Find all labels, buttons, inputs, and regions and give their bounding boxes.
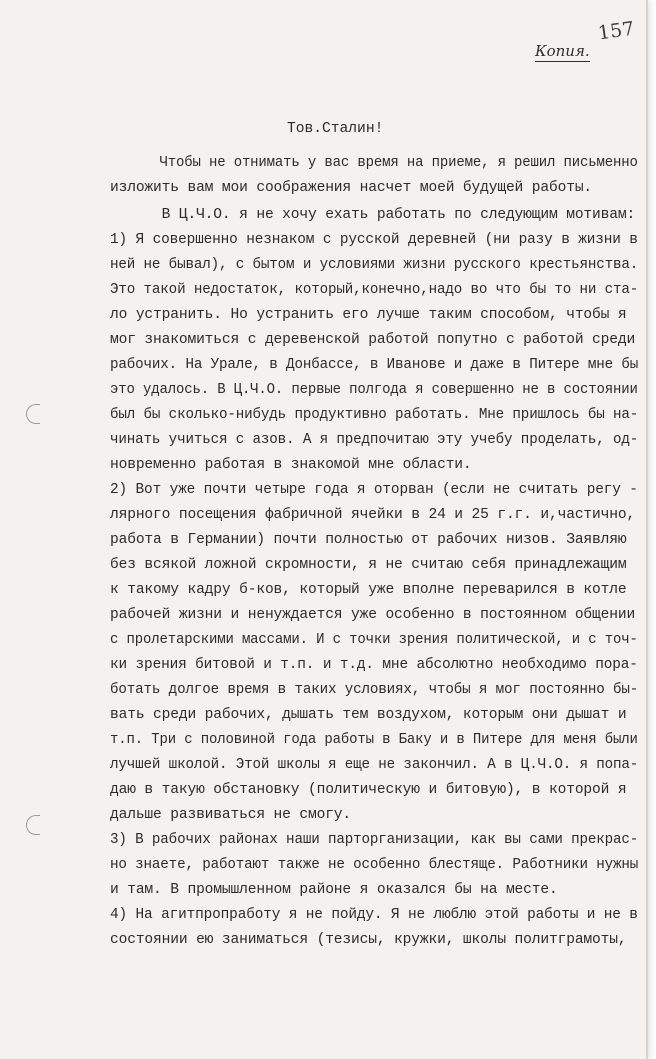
text-line: ботать долгое время в таких условиях, чтобы я мог постоянно бы-: [110, 682, 639, 698]
text-line: В Ц.Ч.О. я не хочу ехать работать по следующим мотивам:: [110, 207, 636, 223]
text-line: Чтобы не отнимать у вас время на приеме, я решил письменно: [110, 155, 638, 171]
punch-hole-mark: [26, 815, 40, 835]
text-line: 1) Я совершенно незнаком с русской деревней (ни разу в жизни в: [110, 232, 638, 248]
text-line: изложить вам мои соображения насчет моей будущей работы.: [110, 180, 593, 196]
text-line: это удалось. В Ц.Ч.О. первые полгода я совершенно не в состоянии: [110, 382, 638, 398]
text-line: 2) Вот уже почти четыре года я оторван (если не считать регу -: [110, 482, 638, 498]
punch-hole-mark: [26, 404, 40, 424]
text-line: Это такой недостаток, который,конечно,надо во что бы то ни ста-: [110, 282, 639, 298]
text-line: ней не бывал), с бытом и условиями жизни русского крестьянства.: [110, 257, 639, 273]
text-line: новременно работая в знакомой мне области.: [110, 457, 472, 473]
copy-mark: Копия.: [535, 42, 590, 60]
text-line: но знаете, работают также не особенно блестяще. Работники нужны: [110, 857, 639, 873]
text-line: с пролетарскими массами. И с точки зрения политической, и с точ-: [110, 632, 638, 648]
text-line: чинать учиться с азов. А я предпочитаю эту учебу проделать, од-: [110, 432, 639, 448]
text-line: мог знакомиться с деревенской работой попутно с работой среди: [110, 332, 636, 348]
text-line: без всякой ложной скромности, я не считаю себя принадлежащим: [110, 557, 627, 573]
text-line: 3) В рабочих районах наши парторганизации, как вы сами прекрас-: [110, 832, 639, 848]
text-line: лучшей школой. Этой школы я еще не закончил. А в Ц.Ч.О. я попа-: [110, 757, 639, 773]
text-line: 4) На агитпропработу я не пойду. Я не люблю этой работы и не в: [110, 907, 638, 923]
text-line: ло устранить. Но устранить его лучше таким способом, чтобы я: [110, 307, 627, 323]
text-line: рабочей жизни и ненуждается уже особенно в постоянном общении: [110, 607, 636, 623]
text-line: к такому кадру б-ков, который уже вполне переварился в котле: [110, 582, 627, 598]
text-line: вать среди рабочих, дышать тем воздухом, которым они дышат и: [110, 707, 627, 723]
text-line: лярного посещения фабричной ячейки в 24 и 25 г.г. и,частично,: [110, 507, 636, 523]
text-line: рабочих. На Урале, в Донбассе, в Иванове и даже в Питере мне бы: [110, 357, 639, 373]
text-line: даю в такую обстановку (политическую и битовую), в которой я: [110, 782, 627, 798]
text-line: состоянии ею заниматься (тезисы, кружки, школы политграмоты,: [110, 932, 627, 948]
text-line: был бы сколько-нибудь продуктивно работать. Мне пришлось бы на-: [110, 407, 639, 423]
salutation: Тов.Сталин!: [287, 121, 384, 137]
text-line: и там. В промышленном районе я оказался бы на месте.: [110, 882, 558, 898]
text-line: работа в Германии) почти полностью от рабочих низов. Заявляю: [110, 532, 627, 548]
text-line: дальше развиваться не смогу.: [110, 807, 352, 823]
text-line: т.п. Три с половиной года работы в Баку и в Питере для меня были: [110, 732, 638, 748]
text-line: ки зрения битовой и т.п. и т.д. мне абсолютно необходимо пора-: [110, 657, 638, 673]
archive-page-number: 157: [596, 17, 636, 45]
